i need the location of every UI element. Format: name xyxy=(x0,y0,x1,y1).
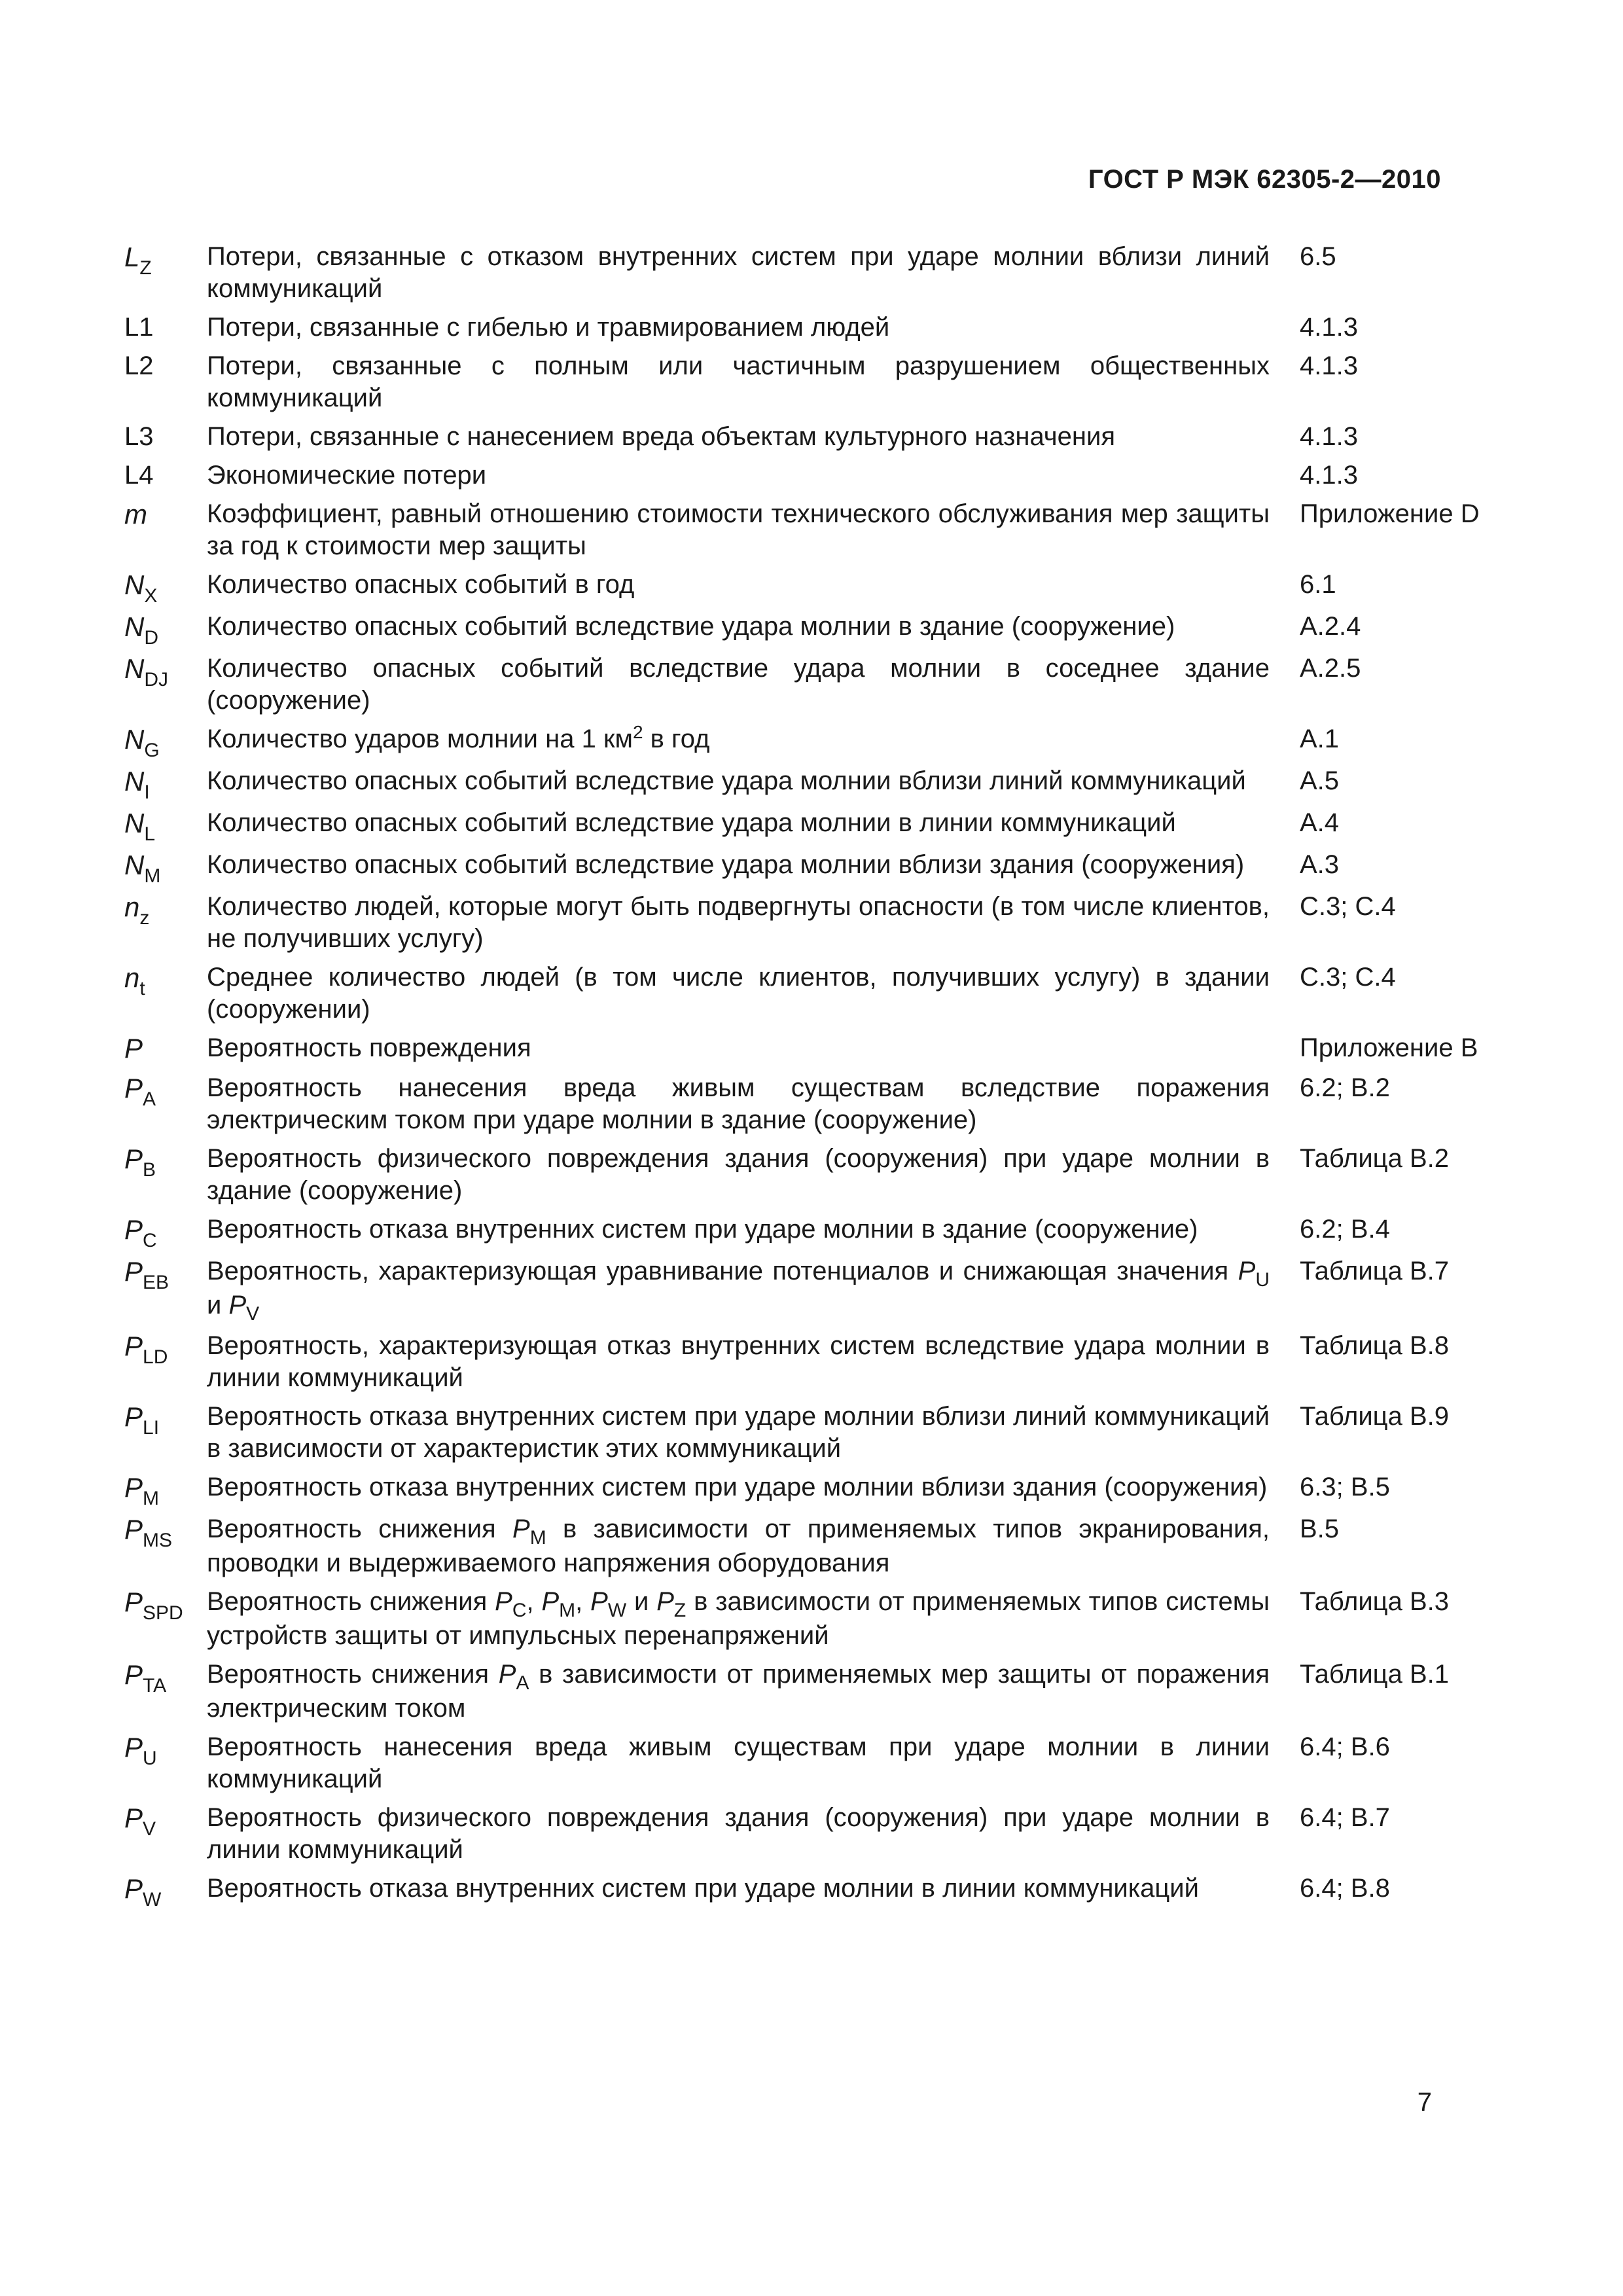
symbol-subscript: SPD xyxy=(143,1602,183,1624)
description-text: Вероятность снижения xyxy=(207,1515,513,1543)
symbol xyxy=(124,891,207,929)
symbol xyxy=(124,1255,207,1291)
symbol xyxy=(124,1330,207,1368)
symbol-base: P xyxy=(124,1331,143,1361)
symbol xyxy=(124,1802,207,1840)
inline-symbol-base: P xyxy=(541,1587,560,1616)
description-text: Вероятность нанесения вреда живым существам вследствие поражения электрическим током при ударе молнии в здание (сооружение) xyxy=(207,1073,1270,1134)
symbol-base: N xyxy=(124,611,145,642)
symbol-subscript: I xyxy=(144,781,150,803)
symbol-description xyxy=(207,421,1270,453)
description-text: , xyxy=(575,1587,591,1616)
symbol-subscript: M xyxy=(144,865,161,887)
symbol-description xyxy=(207,1143,1270,1207)
symbol-base: L xyxy=(124,242,140,272)
symbol-row xyxy=(124,1072,1459,1136)
symbol-row xyxy=(124,421,1459,453)
section-reference: 6.4; B.7 xyxy=(1300,1803,1390,1832)
page-number: 7 xyxy=(1417,2088,1432,2117)
symbol-base: n xyxy=(124,962,140,993)
symbol-subscript: DJ xyxy=(144,669,169,691)
inline-symbol-subscript: M xyxy=(559,1600,576,1621)
description-text: Потери, связанные с отказом внутренних систем при ударе молнии вблизи линий коммуникаций xyxy=(207,242,1270,303)
symbol-subscript: D xyxy=(144,627,159,649)
symbol-row xyxy=(124,350,1459,414)
symbol-subscript: B xyxy=(143,1159,156,1181)
symbol-base: N xyxy=(124,569,145,600)
symbol-description xyxy=(207,1401,1270,1465)
inline-symbol-base: P xyxy=(1238,1257,1256,1285)
section-reference: 4.1.3 xyxy=(1300,351,1358,380)
description-text: и xyxy=(626,1587,657,1616)
symbol-base: m xyxy=(124,499,147,529)
symbol-subscript: A xyxy=(143,1088,156,1110)
symbol-description xyxy=(207,1731,1270,1795)
inline-symbol-base: P xyxy=(590,1587,608,1616)
symbol-description xyxy=(207,961,1270,1026)
symbol-row xyxy=(124,1586,1459,1652)
symbol xyxy=(124,1072,207,1110)
description-text: Вероятность отказа внутренних систем при ударе молнии в здание (сооружение) xyxy=(207,1215,1198,1244)
symbol xyxy=(124,569,207,607)
description-text: в год xyxy=(643,725,710,753)
symbol-base: P xyxy=(124,1256,143,1287)
symbol-description xyxy=(207,1072,1270,1136)
symbol-subscript: U xyxy=(143,1748,157,1769)
symbol-subscript: G xyxy=(144,740,160,761)
description-text: в зависимости от применяемых типов системы устройств защиты от импульсных перенапряжений xyxy=(207,1587,1270,1650)
section-reference: Таблица B.3 xyxy=(1300,1587,1449,1616)
symbol-description xyxy=(207,350,1270,414)
symbol-description xyxy=(207,1873,1270,1905)
inline-symbol xyxy=(541,1587,576,1621)
symbol-base: P xyxy=(124,1401,143,1432)
symbol-base: N xyxy=(124,724,145,755)
section-reference: 4.1.3 xyxy=(1300,313,1358,342)
section-reference: A.4 xyxy=(1300,808,1340,837)
symbol-description xyxy=(207,1586,1270,1652)
description-text: Вероятность снижения xyxy=(207,1587,495,1616)
symbol xyxy=(124,1873,207,1908)
document-header: ГОСТ Р МЭК 62305-2—2010 xyxy=(1088,165,1441,194)
inline-symbol xyxy=(1238,1257,1270,1291)
symbol xyxy=(124,807,207,845)
symbol-row xyxy=(124,1255,1459,1323)
symbol-base: L3 xyxy=(124,422,154,451)
symbol xyxy=(124,312,207,344)
symbol-base: P xyxy=(124,1803,143,1833)
symbol-base: N xyxy=(124,653,145,684)
description-text: в зависимости от применяемых мер защиты от поражения электрическим током xyxy=(207,1660,1270,1723)
section-reference: 4.1.3 xyxy=(1300,422,1358,451)
symbol xyxy=(124,1731,207,1767)
symbols-list xyxy=(124,241,1480,1914)
symbol xyxy=(124,241,207,279)
symbol-subscript: Z xyxy=(139,257,152,279)
symbol-subscript: C xyxy=(143,1230,157,1251)
symbol-description xyxy=(207,891,1270,955)
section-reference: Таблица B.2 xyxy=(1300,1144,1449,1173)
symbol-row xyxy=(124,1032,1478,1066)
section-reference: A.3 xyxy=(1300,850,1340,879)
section-reference: Таблица B.1 xyxy=(1300,1660,1449,1689)
symbol-base: P xyxy=(124,1873,143,1904)
symbol-subscript: L xyxy=(144,823,156,845)
description-text: Коэффициент, равный отношению стоимости технического обслуживания мер защиты за год к стоимости мер защиты xyxy=(207,499,1270,560)
description-text: Среднее количество людей (в том числе клиентов, получивших услугу) в здании (сооружении) xyxy=(207,963,1270,1024)
section-reference: A.2.4 xyxy=(1300,612,1361,641)
symbol-row xyxy=(124,891,1459,955)
symbol-subscript: z xyxy=(139,907,150,929)
inline-symbol-subscript: M xyxy=(529,1527,546,1549)
symbol-base: L1 xyxy=(124,313,154,342)
section-reference: B.5 xyxy=(1300,1515,1340,1543)
inline-symbol-base: P xyxy=(495,1587,512,1616)
symbol-description xyxy=(207,1471,1270,1503)
symbol-row xyxy=(124,1401,1459,1465)
symbol-base: P xyxy=(124,1073,143,1103)
section-reference: Таблица B.7 xyxy=(1300,1257,1449,1285)
section-reference: 4.1.3 xyxy=(1300,461,1358,490)
description-text: Вероятность отказа внутренних систем при ударе молнии вблизи линий коммуникаций в зависимости от характеристик этих коммуникаций xyxy=(207,1402,1270,1463)
symbol xyxy=(124,1143,207,1181)
section-reference: C.3; C.4 xyxy=(1300,963,1396,992)
inline-symbol xyxy=(512,1515,546,1549)
inline-symbol-subscript: V xyxy=(246,1303,260,1325)
inline-symbol xyxy=(228,1291,260,1325)
symbol-base: P xyxy=(124,1732,143,1763)
symbol-row xyxy=(124,1143,1459,1207)
symbol-description xyxy=(207,765,1270,797)
symbol-description xyxy=(207,1330,1270,1394)
section-reference: 6.1 xyxy=(1300,570,1336,599)
section-reference: Таблица B.9 xyxy=(1300,1402,1449,1431)
symbol-description xyxy=(207,459,1270,492)
symbol-row xyxy=(124,1731,1459,1795)
inline-symbol-base: P xyxy=(512,1515,530,1543)
superscript: 2 xyxy=(632,722,643,742)
inline-symbol xyxy=(656,1587,687,1621)
symbol-base: P xyxy=(124,1472,143,1503)
symbol-row xyxy=(124,498,1480,562)
description-text: Вероятность физического повреждения здания (сооружения) при ударе молнии в линии коммуникаций xyxy=(207,1803,1270,1864)
section-reference: 6.4; B.6 xyxy=(1300,1732,1390,1761)
symbol-description xyxy=(207,611,1270,643)
symbol-description xyxy=(207,1513,1270,1579)
symbol-base: N xyxy=(124,808,145,838)
description-text: Вероятность отказа внутренних систем при ударе молнии в линии коммуникаций xyxy=(207,1874,1199,1903)
symbol-row xyxy=(124,653,1459,717)
section-reference: A.2.5 xyxy=(1300,654,1361,683)
symbol xyxy=(124,498,207,531)
inline-symbol-subscript: A xyxy=(516,1672,529,1694)
symbol-base: P xyxy=(124,1033,143,1064)
symbol-row xyxy=(124,849,1459,887)
description-text: Вероятность отказа внутренних систем при ударе молнии вблизи здания (сооружения) xyxy=(207,1473,1268,1501)
inline-symbol-base: P xyxy=(228,1291,247,1319)
symbol xyxy=(124,611,207,649)
symbol-base: P xyxy=(124,1514,143,1545)
symbol xyxy=(124,1586,207,1624)
symbol-description xyxy=(207,1659,1270,1725)
section-reference: A.5 xyxy=(1300,766,1340,795)
symbol xyxy=(124,1471,207,1507)
description-text: в зависимости от применяемых типов экранирования, проводки и выдерживаемого напряжения оборудования xyxy=(207,1515,1270,1577)
symbol-subscript: LD xyxy=(143,1346,168,1368)
description-text: Вероятность, характеризующая отказ внутренних систем вследствие удара молнии в линии коммуникаций xyxy=(207,1331,1270,1392)
symbol-row xyxy=(124,1330,1459,1394)
symbol-description xyxy=(207,312,1270,344)
symbol-description xyxy=(207,723,1270,757)
description-text: Количество ударов молнии на 1 км xyxy=(207,725,633,753)
symbol-base: N xyxy=(124,766,145,797)
symbol-base: P xyxy=(124,1659,143,1690)
description-text: Количество опасных событий в год xyxy=(207,570,635,599)
section-reference: Таблица B.8 xyxy=(1300,1331,1449,1360)
description-text: Потери, связанные с нанесением вреда объектам культурного назначения xyxy=(207,422,1115,451)
symbol-row xyxy=(124,611,1459,649)
symbol-row xyxy=(124,961,1459,1026)
symbol-row xyxy=(124,1873,1459,1908)
section-reference: 6.5 xyxy=(1300,242,1336,271)
section-reference: 6.2; B.4 xyxy=(1300,1215,1390,1244)
description-text: , xyxy=(526,1587,542,1616)
description-text: и xyxy=(207,1291,229,1319)
symbol-description xyxy=(207,807,1270,839)
inline-symbol xyxy=(495,1587,527,1621)
symbol-subscript: t xyxy=(139,978,145,999)
inline-symbol-subscript: U xyxy=(1255,1269,1270,1291)
section-reference: 6.2; B.2 xyxy=(1300,1073,1390,1102)
symbol xyxy=(124,653,207,691)
symbol-subscript: M xyxy=(143,1488,160,1509)
inline-symbol-subscript: W xyxy=(607,1600,627,1621)
symbol-description xyxy=(207,1032,1270,1064)
symbol-subscript: W xyxy=(143,1889,162,1910)
symbol xyxy=(124,849,207,887)
inline-symbol-subscript: C xyxy=(512,1600,527,1621)
symbol-description xyxy=(207,1255,1270,1323)
description-text: Количество опасных событий вследствие удара молнии вблизи здания (сооружения) xyxy=(207,850,1245,879)
symbol-row xyxy=(124,1471,1459,1507)
symbol xyxy=(124,421,207,453)
symbol-row xyxy=(124,459,1459,492)
section-reference: 6.3; B.5 xyxy=(1300,1473,1390,1501)
symbol xyxy=(124,350,207,382)
symbol xyxy=(124,723,207,759)
symbol-description xyxy=(207,849,1270,881)
symbol-row xyxy=(124,765,1459,803)
symbol-row xyxy=(124,807,1459,845)
symbol-base: P xyxy=(124,1214,143,1245)
symbol-base: n xyxy=(124,891,140,922)
inline-symbol-base: P xyxy=(656,1587,674,1616)
description-text: Количество опасных событий вследствие удара молнии вблизи линий коммуникаций xyxy=(207,766,1246,795)
symbol-description xyxy=(207,241,1270,305)
symbol-subscript: EB xyxy=(143,1272,169,1293)
section-reference: Приложение D xyxy=(1300,499,1480,528)
description-text: Количество опасных событий вследствие удара молнии в линии коммуникаций xyxy=(207,808,1176,837)
symbol-base: P xyxy=(124,1143,143,1174)
section-reference: A.1 xyxy=(1300,725,1340,753)
symbol xyxy=(124,1032,207,1066)
symbol xyxy=(124,1401,207,1439)
description-text: Вероятность физического повреждения здания (сооружения) при ударе молнии в здание (сооружение) xyxy=(207,1144,1270,1205)
symbol-description xyxy=(207,653,1270,717)
description-text: Вероятность снижения xyxy=(207,1660,499,1689)
symbol-subscript: LI xyxy=(143,1417,160,1439)
description-text: Количество опасных событий вследствие удара молнии в соседнее здание (сооружение) xyxy=(207,654,1270,715)
inline-symbol xyxy=(498,1660,529,1694)
section-reference: Приложение B xyxy=(1300,1033,1478,1062)
description-text: Потери, связанные с полным или частичным разрушением общественных коммуникаций xyxy=(207,351,1270,412)
inline-symbol-subscript: Z xyxy=(673,1600,687,1621)
inline-symbol-base: P xyxy=(498,1660,516,1689)
description-text: Вероятность, характеризующая уравнивание потенциалов и снижающая значения xyxy=(207,1257,1238,1285)
symbol-subscript: V xyxy=(143,1818,156,1840)
symbol xyxy=(124,459,207,492)
symbol-description xyxy=(207,1213,1270,1246)
symbol-base: L4 xyxy=(124,461,154,490)
symbol-subscript: X xyxy=(144,585,158,607)
description-text: Количество людей, которые могут быть подвергнуты опасности (в том числе клиентов, не получивших услугу) xyxy=(207,892,1270,953)
inline-symbol xyxy=(590,1587,627,1621)
symbol-description xyxy=(207,569,1270,601)
symbol-row xyxy=(124,723,1459,759)
symbol-base: P xyxy=(124,1587,143,1617)
description-text: Экономические потери xyxy=(207,461,487,490)
description-text: Потери, связанные с гибелью и травмированием людей xyxy=(207,313,890,342)
section-reference: 6.4; B.8 xyxy=(1300,1874,1390,1903)
description-text: Вероятность нанесения вреда живым существам при ударе молнии в линии коммуникаций xyxy=(207,1732,1270,1793)
symbol-subscript: TA xyxy=(143,1675,167,1696)
symbol-base: L2 xyxy=(124,351,154,380)
section-reference: C.3; C.4 xyxy=(1300,892,1396,921)
symbol-row xyxy=(124,569,1459,607)
symbol-subscript: MS xyxy=(143,1530,173,1551)
symbol xyxy=(124,1213,207,1249)
symbol xyxy=(124,1513,207,1549)
symbol-row xyxy=(124,1659,1459,1725)
symbol-row xyxy=(124,241,1459,305)
symbol-base: N xyxy=(124,850,145,880)
symbol xyxy=(124,765,207,803)
symbol-description xyxy=(207,498,1270,562)
symbol-row xyxy=(124,1213,1459,1249)
description-text: Вероятность повреждения xyxy=(207,1033,531,1062)
symbol-row xyxy=(124,312,1459,344)
symbol-row xyxy=(124,1802,1459,1866)
symbol-row xyxy=(124,1513,1459,1579)
symbol-description xyxy=(207,1802,1270,1866)
symbol xyxy=(124,961,207,997)
description-text: Количество опасных событий вследствие удара молнии в здание (сооружение) xyxy=(207,612,1175,641)
symbol xyxy=(124,1659,207,1694)
